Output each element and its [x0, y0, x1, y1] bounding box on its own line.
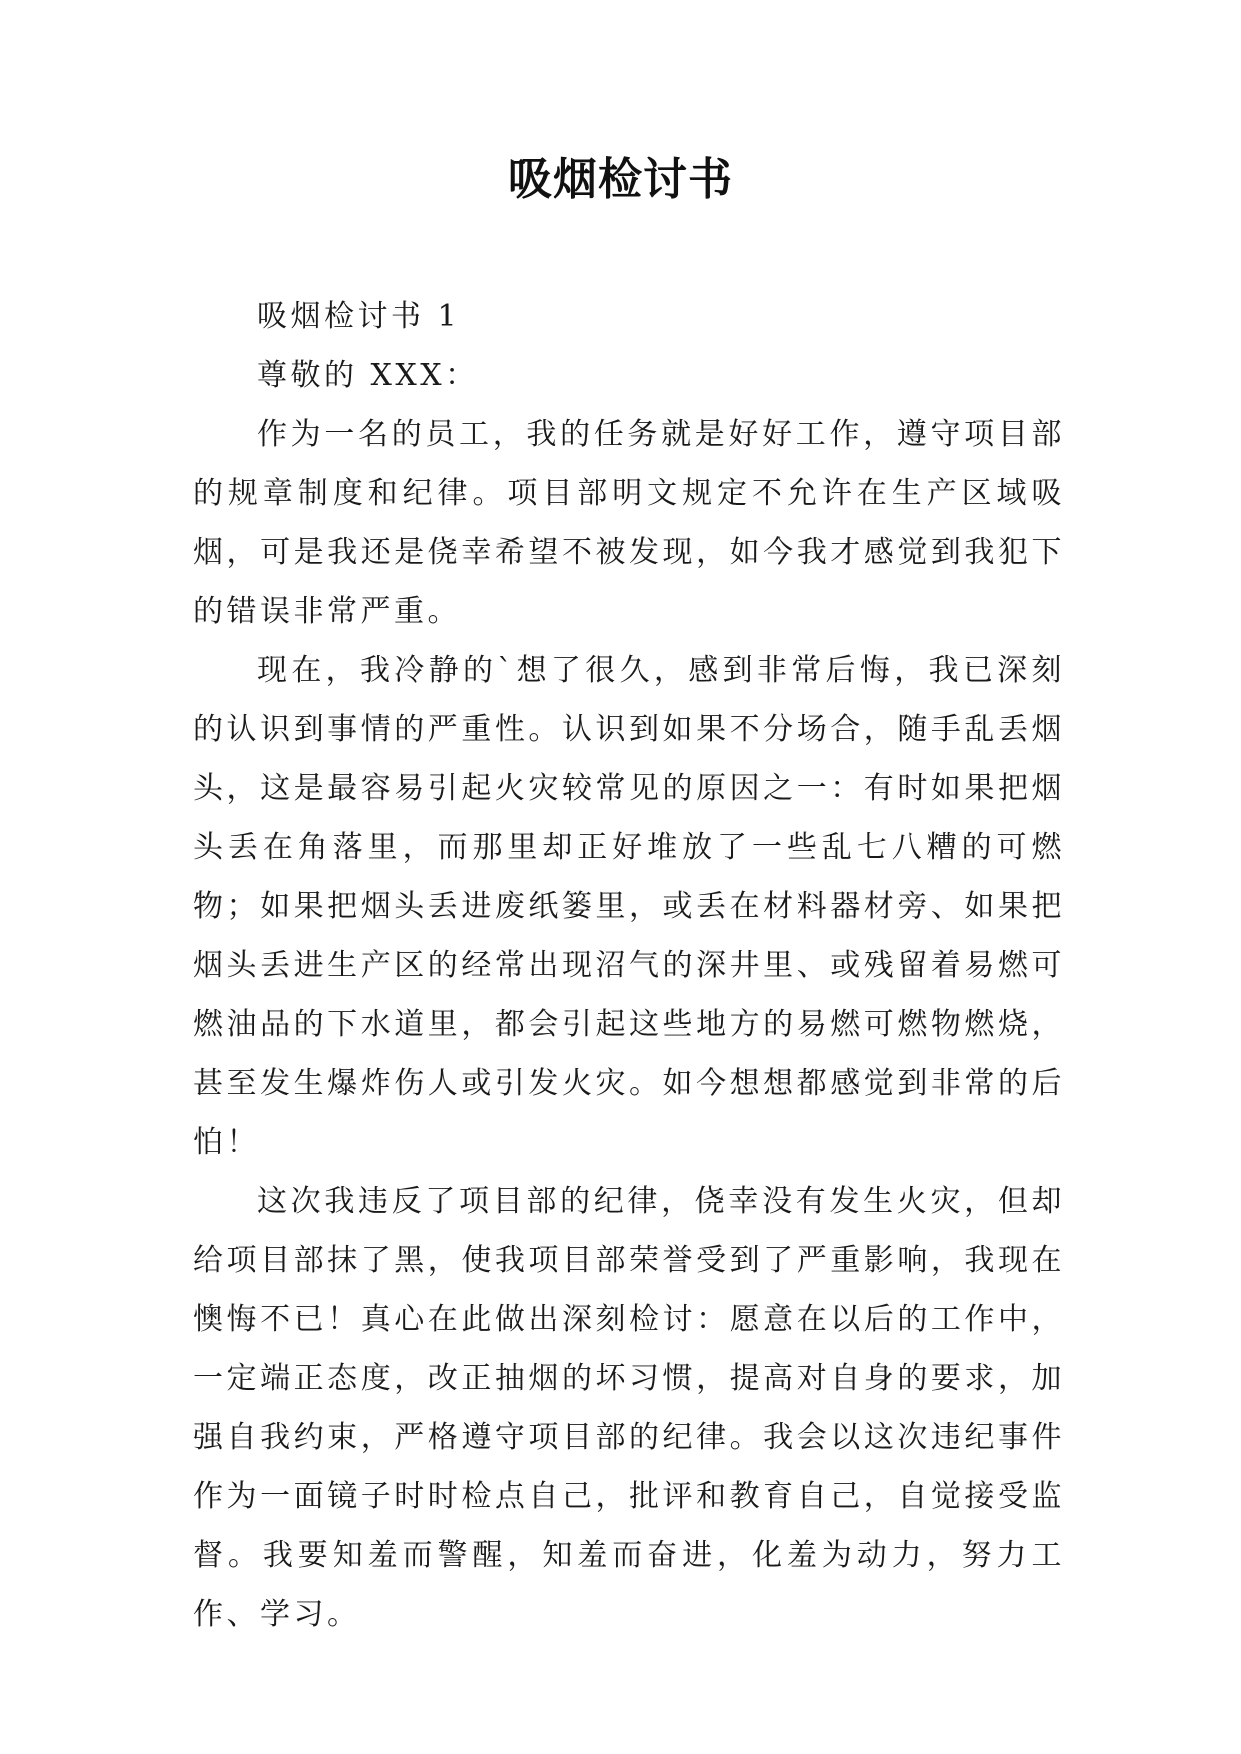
- salutation: 尊敬的 XXX：: [257, 358, 479, 393]
- paragraph-2: 现在，我冷静的`想了很久，感到非常后悔，我已深刻的认识到事情的严重性。认识到如果不分场合，随手乱丢烟头，这是最容易引起火灾较常见的原因之一：有时如果把烟头丢在角落里，而那里却正好堆放了一些乱七八糟的可燃物；如果把烟头丢进废纸篓里，或丢在材料器材旁、如果把烟头丢进生产区的经常出现沼气的深井里、或残留着易燃可燃油品的下水道里，都会引起这些地方的易燃可燃物燃烧，甚至发生爆炸伤人或引发火灾。如今想想都感觉到非常的后怕！: [193, 653, 1065, 1160]
- paragraph-1: 作为一名的员工，我的任务就是好好工作，遵守项目部的规章制度和纪律。项目部明文规定不允许在生产区域吸烟，可是我还是侥幸希望不被发现，如今我才感觉到我犯下的错误非常严重。: [193, 417, 1065, 629]
- document-body: [193, 287, 1065, 1644]
- paragraph-3: 这次我违反了项目部的纪律，侥幸没有发生火灾，但却给项目部抹了黑，使我项目部荣誉受到了严重影响，我现在懊悔不已！真心在此做出深刻检讨：愿意在以后的工作中，一定端正态度，改正抽烟的坏习惯，提高对自身的要求，加强自我约束，严格遵守项目部的纪律。我会以这次违纪事件作为一面镜子时时检点自己，批评和教育自己，自觉接受监督。我要知羞而警醒，知羞而奋进，化羞为动力，努力工作、学习。: [193, 1184, 1065, 1632]
- document-title: 吸烟检讨书: [508, 154, 733, 205]
- section-heading: 吸烟检讨书 1: [257, 299, 461, 334]
